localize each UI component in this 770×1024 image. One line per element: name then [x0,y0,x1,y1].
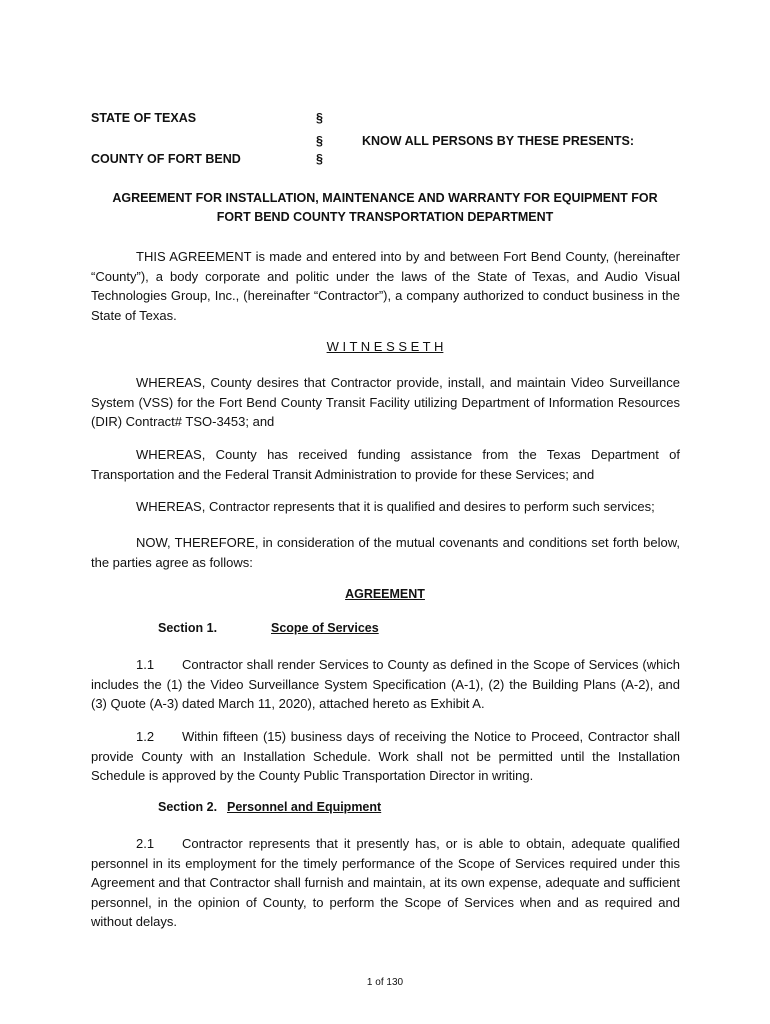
section-1-label: Section 1. [158,621,218,635]
title-line-1: AGREEMENT FOR INSTALLATION, MAINTENANCE AND WARRANTY FOR EQUIPMENT FOR [112,191,658,205]
clause-number: 1.1 [136,657,155,672]
clause-1-2 [91,727,680,786]
clause-text: Contractor represents that it presently has, or is able to obtain, adequate qualified personnel in its employment for the timely performance of the Scope of Services required under this Agreement and that Contractor shall furnish and maintain, at its own expense, adequate and sufficient personnel, in the opinion of County, to perform the Scope of Services when and as required and without delays. [91,836,680,929]
title-line-2: FORT BEND COUNTY TRANSPORTATION DEPARTMENT [216,210,554,224]
agreement-heading: AGREEMENT [345,587,425,601]
clause-1-1 [91,655,680,714]
now-therefore: NOW, THEREFORE, in consideration of the mutual covenants and conditions set forth below, the parties agree as follows: [91,535,680,570]
state-label: STATE OF TEXAS [91,111,197,125]
whereas-3: WHEREAS, Contractor represents that it is qualified and desires to perform such services; [136,499,655,514]
whereas-2: WHEREAS, County has received funding assistance from the Texas Department of Transportation and the Federal Transit Administration to provide for these Services; and [91,447,680,482]
section-mark-3: § [316,152,323,166]
whereas-1: WHEREAS, County desires that Contractor provide, install, and maintain Video Surveillance System (VSS) for the Fort Bend County Transit Facility utilizing Department of Information Resources (DIR) Contract# TSO-3453; and [91,375,680,429]
clause-2-1 [91,834,680,932]
page-number: 1 of 130 [366,977,404,988]
know-all-persons: KNOW ALL PERSONS BY THESE PRESENTS: [362,134,635,148]
section-mark-1: § [316,111,323,125]
clause-number: 2.1 [136,836,155,851]
clause-text: Contractor shall render Services to County as defined in the Scope of Services (which includes the (1) the Video Surveillance System Specification (A-1), (2) the Building Plans (A-2), and (3) Quote (A-3) dated March 11, 2020), attached hereto as Exhibit A. [91,657,680,711]
section-2-title: Personnel and Equipment [227,800,382,814]
clause-text: Within fifteen (15) business days of receiving the Notice to Proceed, Contractor shall provide County with an Installation Schedule. Work shall not be permitted until the Installation Schedule is approved by the County Public Transportation Director in writing. [91,729,680,783]
intro-paragraph: THIS AGREEMENT is made and entered into by and between Fort Bend County, (hereinafter “County”), a body corporate and politic under the laws of the State of Texas, and Audio Visual Technologies Group, Inc., (hereinafter “Contractor”), a company authorized to conduct business in the State of Texas. [91,249,680,323]
section-mark-2: § [316,134,323,148]
clause-number: 1.2 [136,729,155,744]
section-1-title: Scope of Services [271,621,379,635]
witnesseth-heading: W I T N E S S E T H [326,339,444,354]
county-label: COUNTY OF FORT BEND [91,152,241,166]
agreement-title [60,189,710,227]
section-2-label: Section 2. [158,800,218,814]
